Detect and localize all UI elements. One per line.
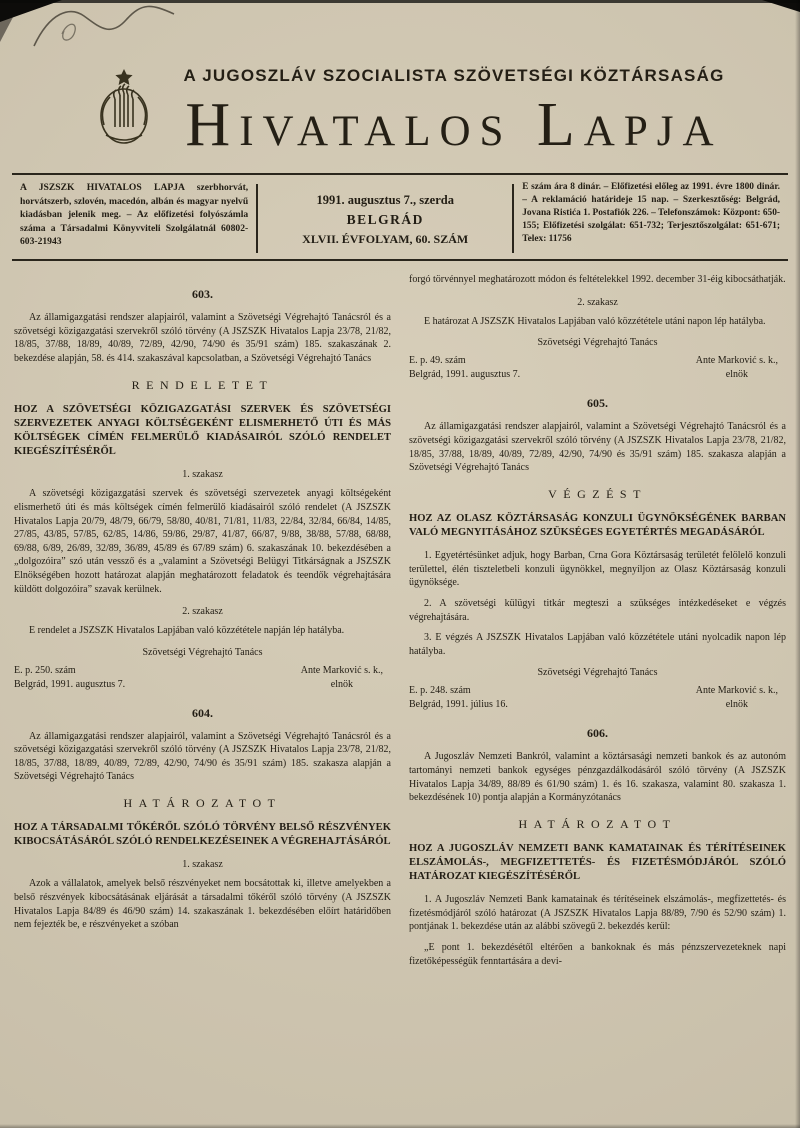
body-paragraph: A szövetségi közigazgatási szervek és szövetségi szervezetek anyagi költségeként elismerhető úti és más költségek címén felmerülő kiadásairól szóló rendelet (A JSZSZK Hivatalos Lapja 20/79, 48/79, 66/79, 58/80, 40/81, 71/81, 11/83, 22/84, 32/84, 66/84, 14/85, 27/85, 43/85, 57/85, 62/85, 14/86, 59/86, 29/87, 41/87, 66/87, 9/88, 38/88, 57/88, 68/88, 69/88, 6/89, 26/89, 32/89, 36/89, 45/89 és 67/89 szám) 6. szakaszának 10. bekezdésében a „dolgozóira” szó után vessző és a „valamint a Szövetségi Belügyi Titkárságnak a JSZSZK Elnökségében hozott határozat alapján meghatározott feladatok és teendők végrehajtására küldött dolgozóira” szavak kerülnek. — [14, 488, 391, 595]
article-number: 605. — [587, 396, 608, 411]
act-type-heading: HATÁROZATOT — [518, 816, 677, 831]
scan-corner-shadow — [0, 0, 62, 22]
signature-block — [409, 684, 786, 712]
signature-block — [14, 664, 391, 692]
issuing-body-line: Szövetségi Végrehajtó Tanács — [142, 646, 263, 658]
body-paragraph: 1. A Jugoszláv Nemzeti Bank kamatainak és térítéseinek elszámolás-, megfizettetés- és fizetésmódjáról szóló határozat (A JSZSZK Hivatalos Lapja 88/89, 7/90 és 52/90 szám) 1. pontjának 1. bekezdése után az alábbi szövegű 2. bekezdés kerül: — [409, 894, 786, 933]
publication-info-text: A JSZSZK HIVATALOS LAPJA szerbhorvát, horvátszerb, szlovén, macedón, albán és magyar nyelvű kiadásban jelenik meg. – Az előfizetési folyószámla száma a Társadalmi Könyvviteli Szolgálatnál 60802-603-21943 — [20, 182, 249, 247]
masthead-titles — [184, 66, 725, 157]
act-title: HOZ A TÁRSADALMI TŐKÉRŐL SZÓLÓ TÖRVÉNY BELSŐ RÉSZVÉNYEK KIBOCSÁTÁSÁRÓL SZÓLÓ RENDELKEZÉSEINEK A VÉGREHAJTÁSÁRÓL — [14, 822, 391, 848]
issuing-body-line: Szövetségi Végrehajtó Tanács — [537, 337, 658, 349]
republic-title: A JUGOSZLÁV SZOCIALISTA SZÖVETSÉGI KÖZTÁRSASÁG — [183, 66, 725, 85]
act-title: HOZ AZ OLASZ KÖZTÁRSASÁG KONZULI ÜGYNÖKSÉGÉNEK BARBAN VALÓ MEGNYITÁSÁHOZ SZÜKSÉGES EGYETÉRTÉS MEGADÁSÁRÓL — [409, 512, 786, 538]
scan-edge — [0, 1124, 800, 1128]
right-column — [409, 273, 786, 975]
body-paragraph: 3. E végzés A JSZSZK Hivatalos Lapjában való közzététele utáni nyolcadik napon lép hatályba. — [409, 632, 786, 657]
signature-signer: Ante Marković s. k., elnök — [695, 685, 778, 711]
act-type-heading: RENDELETET — [131, 377, 274, 392]
body-paragraph: 2. A szövetségi külügyi titkár megteszi a szükséges intézkedéseket e végzés végrehajtására. — [409, 597, 786, 623]
section-heading: 2. szakasz — [182, 606, 223, 618]
body-paragraph: Az államigazgatási rendszer alapjairól, valamint a Szövetségi Végrehajtó Tanácsról és a szövetségi közigazgatási szervekről szóló törvény (A JSZSZK Hivatalos Lapja 23/78, 21/82, 18/85, 37/88, 18/89, 40/89, 72/89, 42/90, 74/90 és 35/91 szám) 185. szakasza alapján a Szövetségi Végrehajtó Tanács — [409, 421, 786, 474]
issue-date: 1991. augusztus 7., szerda — [316, 193, 454, 208]
scan-edge — [0, 0, 800, 3]
scan-edge — [795, 0, 800, 1128]
signature-reference: E. p. 49. szám Belgrád, 1991. augusztus 7. — [409, 355, 521, 381]
subscription-info-box — [514, 175, 788, 259]
act-title: HOZ A JUGOSZLÁV NEMZETI BANK KAMATAINAK ÉS TÉRÍTÉSEINEK ELSZÁMOLÁS-, MEGFIZETTETÉS- ÉS FIZETÉSMÓDJÁRÓL SZÓLÓ HATÁROZAT KIEGÉSZÍTÉSÉRŐL — [409, 842, 786, 883]
body-paragraph: Az államigazgatási rendszer alapjairól, valamint a Szövetségi Végrehajtó Tanácsról és a szövetségi közigazgatási szervekről szóló törvény (A JSZSZK Hivatalos Lapja 23/78, 21/82, 18/85, 37/88, 18/89, 40/89, 72/89, 42/90, 74/90 és 35/91 szám) 185. szakasza alapján a Szövetségi Végrehajtó Tanács — [14, 730, 391, 783]
signature-block — [409, 354, 786, 382]
coat-of-arms-icon — [92, 67, 156, 156]
signature-signer: Ante Marković s. k., elnök — [300, 664, 383, 690]
body-paragraph: „E pont 1. bekezdésétől eltérően a bankoknak és más pénzszervezeteknek napi fizetőképességük fenntartására a devi- — [409, 942, 786, 967]
article-number: 604. — [192, 705, 213, 720]
act-type-heading: HATÁROZATOT — [123, 796, 282, 811]
section-heading: 2. szakasz — [577, 296, 618, 308]
subscription-info-text: E szám ára 8 dinár. – Előfizetési előleg az 1991. évre 1800 dinár. – A reklamáció határideje 15 nap. – Szerkesztőség: Belgrád, Jovana Ristića 1. Postafiók 226. – Telefonszámok: Központ: 650-155; Előfizetési szolgálat: 651-732; Terjesztőszolgálat: 651-671; Telex: 11756 — [522, 182, 781, 245]
body-paragraph: E rendelet a JSZSZK Hivatalos Lapjában való közzététele napján lép hatályba. — [29, 625, 345, 637]
section-heading: 1. szakasz — [182, 469, 223, 481]
body-paragraph: E határozat A JSZSZK Hivatalos Lapjában való közzététele utáni napon lép hatályba. — [424, 315, 766, 327]
issue-volume: XLVII. ÉVFOLYAM, 60. SZÁM — [302, 232, 469, 247]
article-number: 606. — [587, 726, 608, 741]
section-heading: 1. szakasz — [182, 859, 223, 871]
signature-reference: E. p. 250. szám Belgrád, 1991. augusztus 7. — [14, 664, 126, 690]
body-paragraph-continuation: forgó törvénnyel meghatározott módon és feltételekkel 1992. december 31-éig kibocsáthatják. — [409, 274, 786, 286]
signature-signer: Ante Marković s. k., elnök — [695, 355, 778, 381]
issuing-body-line: Szövetségi Végrehajtó Tanács — [537, 667, 658, 679]
act-title: HOZ A SZÖVETSÉGI KÖZIGAZGATÁSI SZERVEK ÉS SZÖVETSÉGI SZERVEZETEK ANYAGI KÖLTSÉGEKÉNT ELISMERHETŐ ÚTI ÉS MÁS KÖLTSÉGEK CÍMÉN FELMERÜLŐ KIADÁSAIRÓL SZÓLÓ RENDELET KIEGÉSZÍTÉSÉRŐL — [14, 403, 391, 458]
masthead-strip — [12, 173, 788, 261]
left-column — [14, 273, 391, 975]
issue-city: BELGRÁD — [346, 212, 424, 228]
signature-reference: E. p. 248. szám Belgrád, 1991. július 16. — [409, 685, 508, 711]
issue-info-box — [256, 184, 514, 253]
body-paragraph: A Jugoszláv Nemzeti Bankról, valamint a köztársasági nemzeti bankok és az autonóm tartományi nemzeti bankok egységes pénzgazdálkodásáról szóló törvény (A JSZSZK Hivatalos Lapja 34/89, 88/89 és 61/90 szám) 1. és 16. szakasza, valamint 80. szakasza 1. bekezdésének 10) pontja alapján a Kormányzótanács — [409, 751, 786, 804]
article-number: 603. — [192, 287, 213, 302]
gazette-title: Hivatalos Lapja — [185, 91, 723, 159]
act-type-heading: VÉGZÉST — [548, 486, 647, 501]
publication-info-box — [12, 175, 256, 259]
body-paragraph: Az államigazgatási rendszer alapjairól, valamint a Szövetségi Végrehajtó Tanácsról és a szövetségi közigazgatási szervekről szóló törvény (A JSZSZK Hivatalos Lapja 23/78, 21/82, 18/85, 37/88, 18/89, 40/89, 72/89, 42/90, 74/90 és 35/91 szám) 185. szakaszának 2. bekezdése alapján, 58. és 414. szakaszával kapcsolatban, a Szövetségi Végrehajtó Tanács — [14, 312, 391, 365]
body-paragraph: 1. Egyetértésünket adjuk, hogy Barban, Crna Gora Köztársaság területét felölelő konzuli területtel, élén tiszteletbeli konzuli ügynökkel, megnyíljon az Olasz Köztársaság konzuli ügynöksége. — [409, 550, 786, 589]
body-paragraph: Azok a vállalatok, amelyek belső részvényeket nem bocsátottak ki, illetve amelyekben a belső részvények kibocsátásának eljárását a társadalmi tőkéről szóló törvény (A JSZSZK Hivatalos Lapja 84/89 és 46/90 szám) 14. szakaszának 1. bekezdésében előírt határidőben nem fejezték be, e részvényeket a szóban — [14, 878, 391, 931]
content-columns — [0, 261, 800, 975]
